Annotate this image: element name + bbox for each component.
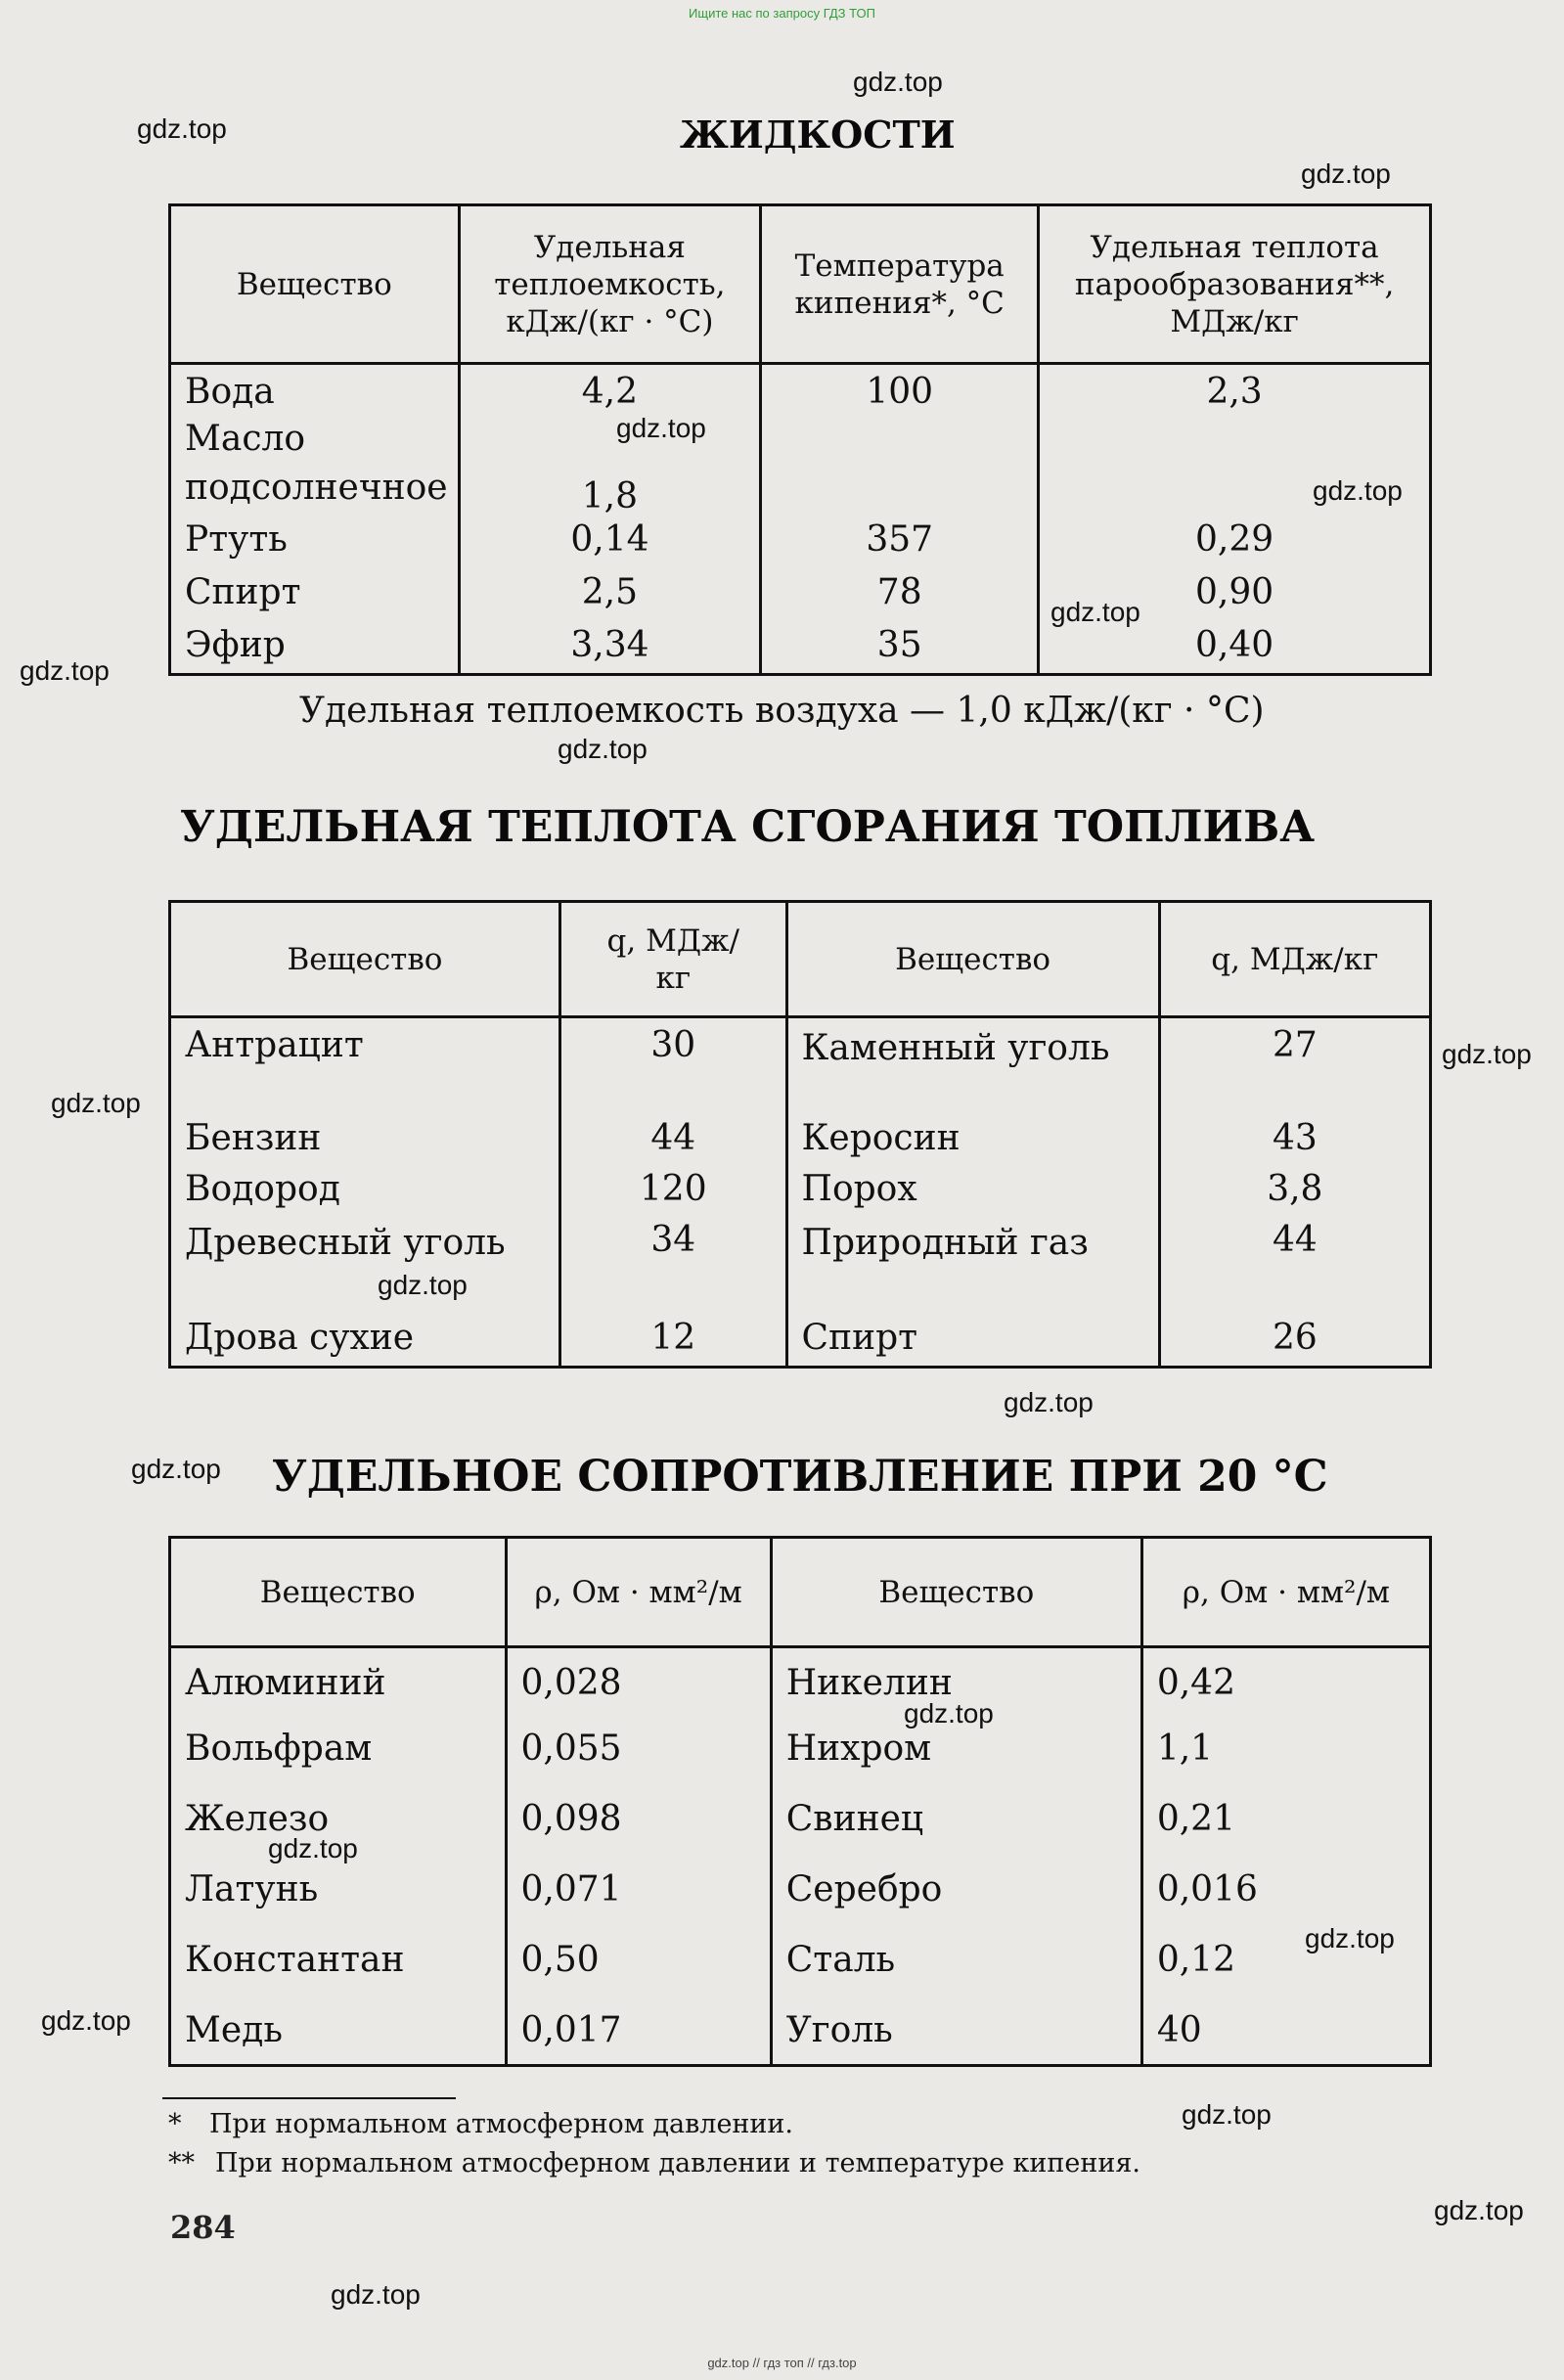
resistance-header-substance-left: Вещество: [170, 1538, 507, 1647]
footnote-2-mark: **: [168, 2148, 195, 2178]
table-cell: Нихром: [771, 1716, 1141, 1786]
table-cell: 78: [761, 571, 1039, 624]
table-cell: Серебро: [771, 1857, 1141, 1927]
table-cell: 0,21: [1141, 1786, 1430, 1857]
table-cell: 12: [559, 1317, 786, 1368]
resistance-table: [168, 1536, 1432, 2067]
table-cell: Природный газ: [786, 1219, 1159, 1317]
table-cell: Вода: [170, 364, 460, 415]
table-cell: 0,071: [506, 1857, 771, 1927]
watermark: gdz.top: [331, 2279, 421, 2310]
table-cell: Дрова сухие: [170, 1317, 560, 1368]
table-cell: 2,5: [459, 571, 761, 624]
table-cell: 3,34: [459, 624, 761, 675]
table-cell: Константан: [170, 1927, 507, 1998]
watermark: gdz.top: [131, 1454, 221, 1484]
watermark: gdz.top: [1301, 158, 1391, 189]
table-cell: Эфир: [170, 624, 460, 675]
table-cell: 0,42: [1141, 1647, 1430, 1716]
table-cell: Водород: [170, 1168, 560, 1219]
table-cell: Масло подсолнечное: [170, 415, 460, 518]
resistance-header-substance-right: Вещество: [771, 1538, 1141, 1647]
table-cell: Уголь: [771, 1998, 1141, 2066]
table-cell: 120: [559, 1168, 786, 1219]
watermark: gdz.top: [853, 67, 943, 97]
watermark: gdz.top: [1182, 2099, 1272, 2130]
table-cell: 26: [1159, 1317, 1430, 1368]
footnote-1-text: При нормальном атмосферном давлении.: [209, 2109, 793, 2139]
liquids-header-boiling-point: Температура кипения*, °С: [761, 205, 1039, 364]
watermark: gdz.top: [558, 734, 648, 764]
resistance-title: УДЕЛЬНОЕ СОПРОТИВЛЕНИЕ ПРИ 20 °С: [272, 1452, 1328, 1502]
watermark: gdz.top: [616, 413, 706, 443]
watermark: gdz.top: [378, 1270, 468, 1300]
watermark: gdz.top: [1313, 475, 1403, 506]
table-cell: [761, 415, 1039, 518]
fuel-header-q-right: q, МДж/кг: [1159, 902, 1430, 1017]
table-cell: Вольфрам: [170, 1716, 507, 1786]
table-cell: 4,2: [459, 364, 761, 415]
table-cell: Бензин: [170, 1117, 560, 1168]
footnote-divider: [162, 2097, 456, 2099]
table-cell: 2,3: [1039, 364, 1431, 415]
table-cell: 44: [1159, 1219, 1430, 1317]
table-cell: 43: [1159, 1117, 1430, 1168]
page-number: 284: [170, 2209, 236, 2246]
table-cell: 357: [761, 518, 1039, 571]
table-cell: Свинец: [771, 1786, 1141, 1857]
watermark: gdz.top: [1004, 1387, 1094, 1417]
table-cell: 0,29: [1039, 518, 1431, 571]
fuel-header-substance-left: Вещество: [170, 902, 560, 1017]
table-cell: Латунь: [170, 1857, 507, 1927]
watermark: gdz.top: [268, 1833, 358, 1864]
watermark: gdz.top: [137, 113, 227, 144]
table-cell: 0,098: [506, 1786, 771, 1857]
table-cell: Ртуть: [170, 518, 460, 571]
table-cell: Медь: [170, 1998, 507, 2066]
table-cell: Порох: [786, 1168, 1159, 1219]
table-cell: 0,50: [506, 1927, 771, 1998]
watermark: gdz.top: [41, 2005, 131, 2036]
bottom-banner[interactable]: gdz.top // гдз топ // гдз.top: [707, 2356, 857, 2370]
table-cell: 100: [761, 364, 1039, 415]
resistance-header-rho-right: ρ, Ом · мм²/м: [1141, 1538, 1430, 1647]
watermark: gdz.top: [1050, 597, 1140, 627]
table-cell: 34: [559, 1219, 786, 1317]
resistance-header-rho-left: ρ, Ом · мм²/м: [506, 1538, 771, 1647]
table-cell: 27: [1159, 1017, 1430, 1117]
watermark: gdz.top: [1442, 1039, 1532, 1069]
watermark: gdz.top: [1434, 2195, 1524, 2225]
table-cell: Никелин: [771, 1647, 1141, 1716]
table-cell: 1,8: [459, 415, 761, 518]
table-cell: 0,028: [506, 1647, 771, 1716]
footnote-2-text: При нормальном атмосферном давлении и температуре кипения.: [215, 2148, 1140, 2178]
table-cell: 0,017: [506, 1998, 771, 2066]
table-cell: Спирт: [170, 571, 460, 624]
table-cell: 35: [761, 624, 1039, 675]
liquids-title: ЖИДКОСТИ: [680, 112, 956, 157]
fuel-title: УДЕЛЬНАЯ ТЕПЛОТА СГОРАНИЯ ТОПЛИВА: [180, 802, 1316, 852]
table-cell: Спирт: [786, 1317, 1159, 1368]
table-cell: Каменный уголь: [786, 1017, 1159, 1117]
watermark: gdz.top: [1305, 1923, 1395, 1953]
table-cell: Железо: [170, 1786, 507, 1857]
table-cell: 0,12: [1141, 1927, 1430, 1998]
table-cell: Антрацит: [170, 1017, 560, 1117]
table-cell: 0,40: [1039, 624, 1431, 675]
table-cell: 0,14: [459, 518, 761, 571]
watermark: gdz.top: [51, 1088, 141, 1118]
table-cell: 1,1: [1141, 1716, 1430, 1786]
table-cell: 40: [1141, 1998, 1430, 2066]
table-cell: Сталь: [771, 1927, 1141, 1998]
air-heat-capacity-note: Удельная теплоемкость воздуха — 1,0 кДж/(кг · °С): [299, 691, 1265, 731]
table-cell: 0,90: [1039, 571, 1431, 624]
table-cell: Алюминий: [170, 1647, 507, 1716]
liquids-header-vaporization-heat: Удельная теплота парообразования**, МДж/кг: [1039, 205, 1431, 364]
table-cell: 0,055: [506, 1716, 771, 1786]
table-cell: 3,8: [1159, 1168, 1430, 1219]
fuel-header-substance-right: Вещество: [786, 902, 1159, 1017]
table-cell: Керосин: [786, 1117, 1159, 1168]
watermark: gdz.top: [20, 655, 110, 686]
table-cell: 44: [559, 1117, 786, 1168]
liquids-header-substance: Вещество: [170, 205, 460, 364]
footnote-1-mark: *: [168, 2109, 182, 2139]
liquids-header-heat-capacity: Удельная теплоемкость, кДж/(кг · °С): [459, 205, 761, 364]
fuel-table: [168, 900, 1432, 1369]
liquids-table: [168, 203, 1432, 676]
table-cell: 0,016: [1141, 1857, 1430, 1927]
watermark: gdz.top: [904, 1698, 994, 1729]
table-cell: Древесный уголь: [170, 1219, 560, 1317]
table-cell: 30: [559, 1017, 786, 1117]
fuel-header-q-left: q, МДж/кг: [559, 902, 786, 1017]
top-banner[interactable]: Ищите нас по запросу ГДЗ ТОП: [689, 6, 875, 21]
